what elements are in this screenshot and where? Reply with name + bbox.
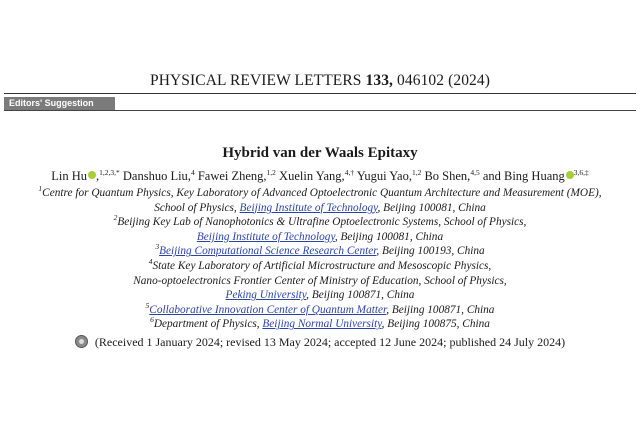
affiliation-5 [0, 300, 640, 318]
affiliation-text: Centre for Quantum Physics, Key Laboratory of Advanced Optoelectronic Quantum Architecture and Measurement (MOE), [42, 187, 602, 199]
author-name[interactable]: Yugui Yao, [356, 169, 412, 183]
affiliation-link[interactable]: Beijing Institute of Technology [239, 201, 378, 214]
author-affiliation-sup: 1,2 [266, 168, 276, 177]
affiliation-text: , Beijing 100081, China [334, 230, 444, 243]
orcid-icon[interactable] [88, 171, 96, 179]
affiliation-4-cont2 [0, 288, 640, 303]
affiliation-2 [0, 215, 640, 230]
affiliation-number: 4 [148, 256, 153, 266]
paper-title: Hybrid van der Waals Epitaxy [222, 145, 418, 161]
affiliation-link[interactable]: Beijing Computational Science Research Center [159, 245, 377, 258]
author-name[interactable]: Lin Hu [51, 169, 87, 183]
affiliation-text: Beijing Key Lab of Nanophotonics & Ultrafine Optoelectronic Systems, School of Physics, [117, 216, 527, 229]
author-list [0, 169, 640, 184]
affiliation-2-cont [0, 230, 640, 245]
affiliation-4-cont [0, 274, 640, 289]
affiliation-text: School of Physics, [154, 201, 240, 214]
affiliation-text: , Beijing 100875, China [381, 318, 490, 331]
author-separator: and [479, 169, 504, 183]
affiliation-text: , Beijing 100871, China [386, 303, 495, 316]
article-number: 046102 (2024) [397, 72, 491, 89]
affiliation-link[interactable]: Collaborative Innovation Center of Quantum Matter [149, 303, 387, 316]
affiliation-text: Department of Physics, [153, 318, 263, 331]
affiliation-text: Nano-optoelectronics Frontier Center of Ministry of Education, School of Physics, [133, 274, 507, 287]
author-name[interactable]: Xuelin Yang, [279, 169, 345, 183]
orcid-icon[interactable] [566, 171, 574, 179]
check-updates-icon[interactable] [75, 335, 88, 348]
affiliation-1 [0, 186, 640, 201]
author-name[interactable]: Bo Shen, [424, 169, 471, 183]
affiliation-link[interactable]: Beijing Institute of Technology [196, 230, 335, 243]
affiliation-6 [0, 317, 640, 332]
badge-row [4, 97, 636, 111]
author-name[interactable]: Danshuo Liu, [122, 169, 191, 183]
author-affiliation-sup: 1,2 [411, 168, 422, 177]
author-affiliation-sup: 1,2,3,* [99, 168, 120, 177]
affiliation-4 [0, 256, 640, 274]
publication-dates [0, 335, 640, 350]
author-affiliation-sup: 3,6,‡ [573, 168, 589, 177]
author-separator: , [96, 169, 100, 183]
affiliation-1-cont [0, 201, 640, 216]
affiliation-number: 6 [150, 315, 154, 325]
affiliation-text: State Key Laboratory of Artificial Microstructure and Mesoscopic Physics, [152, 259, 492, 272]
affiliation-link[interactable]: Peking University [225, 289, 307, 302]
affiliation-number: 5 [145, 300, 150, 310]
editors-suggestion-badge: Editors' Suggestion [4, 97, 115, 110]
author-name[interactable]: Bing Huang [504, 169, 565, 183]
journal-volume: 133, [365, 72, 394, 89]
dates-text: (Received 1 January 2024; revised 13 May 2024; accepted 12 June 2024; published 24 July 2024) [94, 335, 566, 349]
journal-header [0, 72, 640, 90]
author-affiliation-sup: 4,† [344, 168, 355, 177]
affiliation-number: 2 [113, 213, 118, 223]
affiliation-text: , Beijing 100871, China [306, 289, 415, 302]
affiliation-3 [0, 244, 640, 259]
affiliation-list [0, 186, 640, 332]
author-affiliation-sup: 4 [190, 168, 195, 177]
affiliation-number: 1 [38, 184, 43, 193]
affiliation-text: , Beijing 100081, China [377, 201, 486, 214]
affiliation-link[interactable]: Beijing Normal University [262, 318, 382, 331]
author-name[interactable]: Fawei Zheng, [197, 169, 267, 183]
header-rule [4, 93, 636, 94]
affiliation-text: , Beijing 100193, China [376, 245, 485, 258]
author-affiliation-sup: 4,5 [470, 168, 480, 177]
journal-name: PHYSICAL REVIEW LETTERS [149, 72, 362, 89]
affiliation-number: 3 [155, 242, 160, 252]
